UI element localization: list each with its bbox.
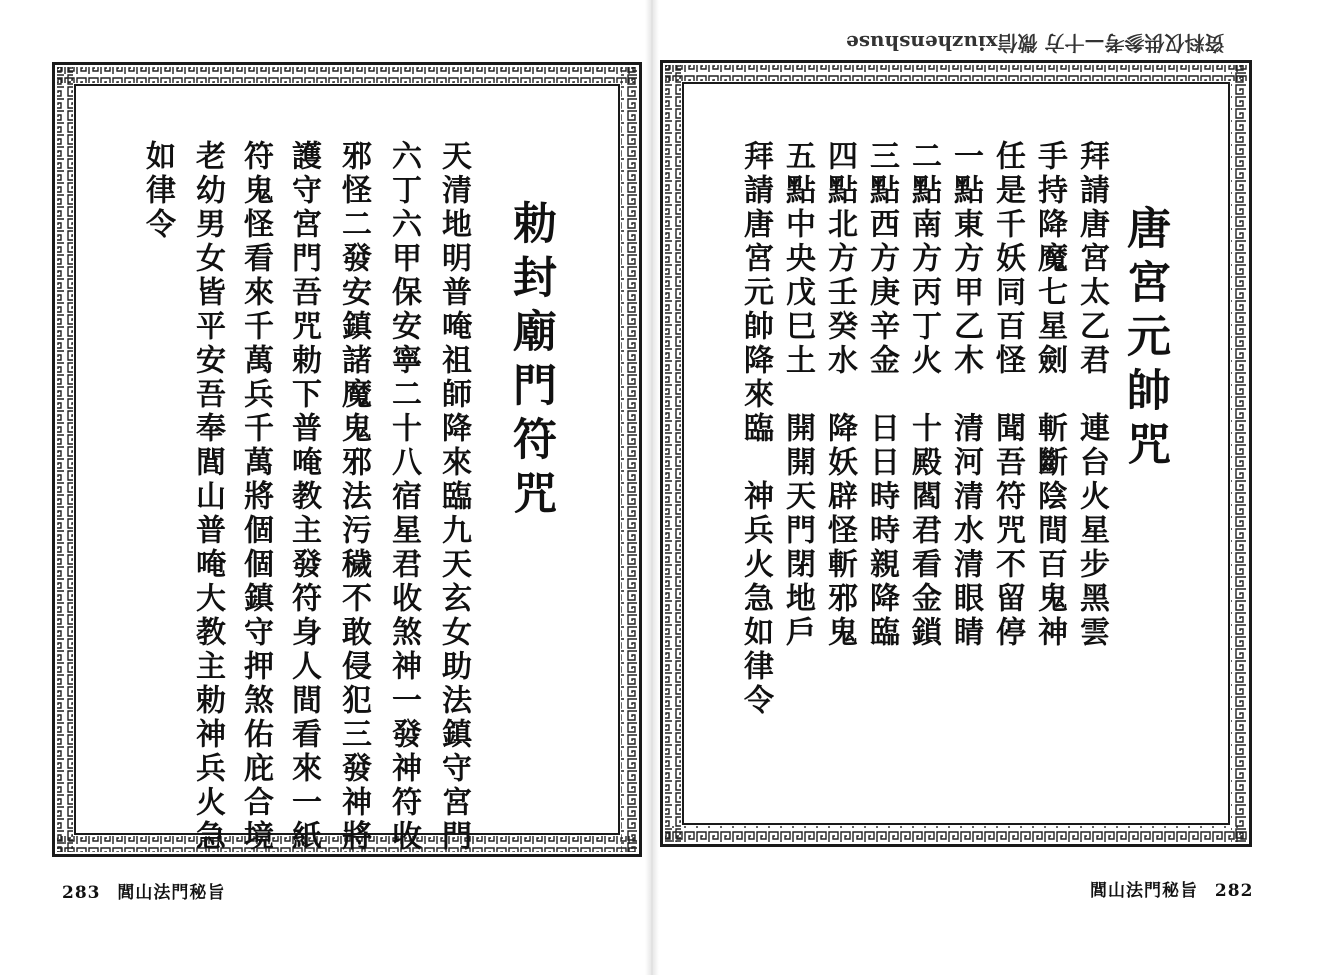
left-footer [62,878,225,903]
left-text-column-6: 老幼男女皆平安吾奉閭山普唵大教主勅神兵火急 [190,140,225,854]
right-text-column-2: 手持降魔七星劍 斬斷陰間百鬼神 [1032,140,1067,650]
right-text-column-7: 四點北方壬癸水 降妖辟怪斬邪鬼 [822,140,857,650]
right-text-column-8: 五點中央戊巳土 開開天門閉地戶 [780,140,815,650]
left-page-title: 勅封廟門符咒 [505,200,556,524]
left-book-title: 閭山法門秘旨 [117,883,226,903]
right-text-column-6: 三點西方庚辛金 日日時時親降臨 [864,140,899,650]
left-text-column-1: 天清地明普唵祖師降來臨九天玄女助法鎮守宮門 [436,140,471,854]
right-text-column-4: 一點東方甲乙木 清河清水清眼睛 [948,140,983,650]
right-page-number: 282 [1214,881,1254,901]
left-text-column-7: 如律令 [140,140,175,242]
right-text-column-5: 二點南方丙丁火 十殿閻君看金鎖 [906,140,941,650]
right-book-title: 閭山法門秘旨 [1090,881,1198,901]
book-spine [645,0,659,975]
left-text-column-2: 六丁六甲保安寧二十八宿星君收煞神一發神符收 [386,140,421,854]
left-text-column-4: 護守宮門吾咒勅下普唵教主發符身人間看來一紙 [286,140,321,854]
watermark-text: 资料仅供参考—十方 微信xiuzhenshuse [846,31,1225,55]
right-page-title: 唐宮元帥咒 [1119,205,1170,475]
right-text-column-1: 拜請唐宮太乙君 連台火星步黑雲 [1074,140,1109,650]
left-text-column-5: 符鬼怪看來千萬兵千萬將個個鎮守押煞佑庇合境 [238,140,273,854]
left-page-number: 283 [62,883,101,903]
left-text-column-3: 邪怪二發安鎮諸魔鬼邪法污穢不敢侵犯三發神將 [336,140,371,854]
right-text-column-3: 任是千妖同百怪 聞吾符咒不留停 [990,140,1025,650]
right-text-column-9: 拜請唐宮元帥降來臨 神兵火急如律令 [738,140,773,718]
right-footer [1090,876,1253,901]
